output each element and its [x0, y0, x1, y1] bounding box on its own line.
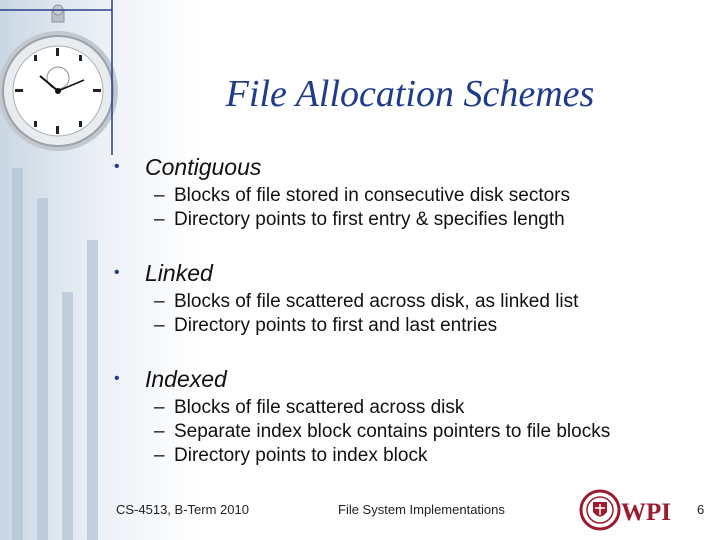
sub-bullet-item [112, 420, 702, 444]
wpi-logo [578, 485, 680, 535]
dash-icon: – [154, 209, 165, 230]
footer-course: CS-4513, B-Term 2010 [116, 502, 249, 517]
svg-text:WPI: WPI [621, 499, 671, 526]
dash-icon: – [154, 397, 165, 418]
bar-chart-decoration [12, 168, 98, 540]
sub-bullet-text: Blocks of file scattered across disk [174, 397, 465, 418]
bullet-icon: • [114, 264, 120, 281]
footer-topic: File System Implementations [338, 502, 505, 517]
sub-bullet-item [112, 314, 702, 338]
sub-bullet-item [112, 208, 702, 232]
dash-icon: – [154, 291, 165, 312]
sub-bullet-text: Directory points to first and last entries [174, 315, 498, 336]
bullet-icon: • [114, 158, 120, 175]
bullet-icon: • [114, 370, 120, 387]
dash-icon: – [154, 421, 165, 442]
sub-bullet-text: Directory points to first entry & specifies length [174, 209, 565, 230]
sub-bullet-item [112, 290, 702, 314]
sub-bullet-text: Directory points to index block [174, 445, 428, 466]
slide-title: File Allocation Schemes [225, 73, 595, 115]
bullet-label: Indexed [145, 366, 227, 392]
bullet-item [112, 362, 702, 396]
dash-icon: – [154, 445, 165, 466]
pocket-watch-icon [0, 5, 118, 151]
bullet-group-contiguous [112, 150, 702, 232]
page-number: 6 [697, 502, 705, 517]
sub-bullet-item [112, 396, 702, 420]
bullet-label: Linked [145, 260, 213, 286]
dash-icon: – [154, 315, 165, 336]
bullet-item [112, 150, 702, 184]
sub-bullet-text: Blocks of file stored in consecutive disk sectors [174, 185, 571, 206]
dash-icon: – [154, 185, 165, 206]
sub-bullet-item [112, 444, 702, 468]
bullet-label: Contiguous [145, 154, 262, 180]
bullet-item [112, 256, 702, 290]
sub-bullet-item [112, 184, 702, 208]
sub-bullet-text: Blocks of file scattered across disk, as linked list [174, 291, 579, 312]
slide-body [112, 150, 702, 492]
bullet-group-linked [112, 256, 702, 338]
sub-bullet-text: Separate index block contains pointers to file blocks [174, 421, 611, 442]
bullet-group-indexed [112, 362, 702, 468]
